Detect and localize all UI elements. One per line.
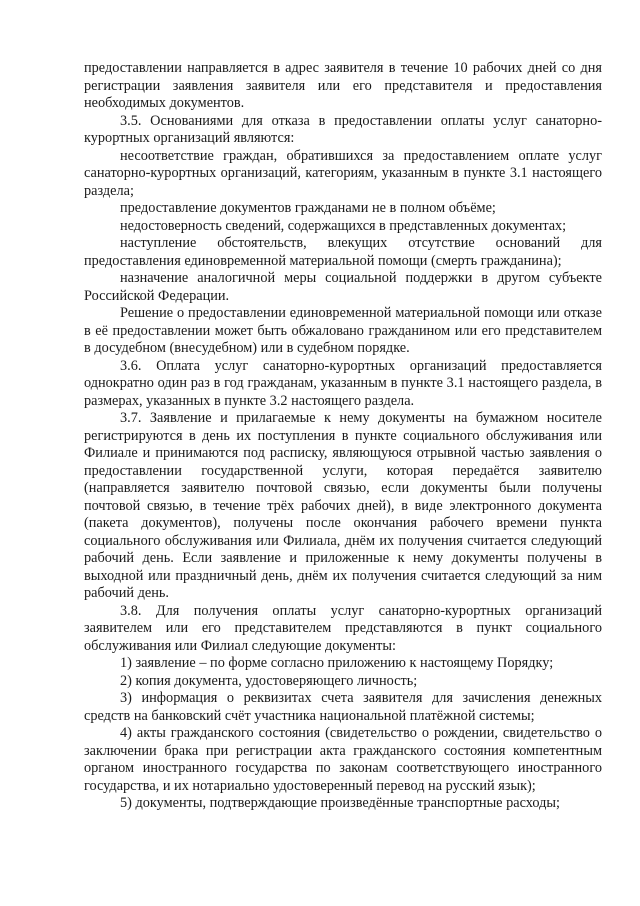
paragraph-refusal-ground-4: наступление обстоятельств, влекущих отсутствие оснований для предоставления единовременной материальной помощи (смерть гражданина); <box>84 235 602 269</box>
paragraph-continuation: предоставлении направляется в адрес заявителя в течение 10 рабочих дней со дня регистрации заявления заявителя или его представителя и предоставления необходимых документов. <box>84 60 602 111</box>
paragraph-3-8: 3.8. Для получения оплаты услуг санаторно-курортных организаций заявителем или его представителем представляются в пункт социального обслуживания или Филиал следующие документы: <box>84 602 602 654</box>
paragraph-refusal-ground-1: несоответствие граждан, обратившихся за предоставлением оплате услуг санаторно-курортных организаций, категориям, указанным в пункте 3.1 настоящего раздела; <box>84 147 602 199</box>
paragraph-refusal-ground-5: назначение аналогичной меры социальной поддержки в другом субъекте Российской Федерации. <box>84 270 602 304</box>
document-page <box>84 60 602 813</box>
paragraph-refusal-ground-3: недостоверность сведений, содержащихся в представленных документах; <box>120 217 567 234</box>
paragraph-refusal-ground-2: предоставление документов гражданами не в полном объёме; <box>120 200 496 216</box>
list-item-1: 1) заявление – по форме согласно приложению к настоящему Порядку; <box>120 655 554 671</box>
list-item-5: 5) документы, подтверждающие произведённые транспортные расходы; <box>120 795 560 811</box>
list-item-4: 4) акты гражданского состояния (свидетельство о рождении, свидетельство о заключении брака при регистрации акта гражданского состояния компетентным органом иностранного государства по законам соответствующего иностранного государства, и их нотариально удостоверенный перевод на русский язык); <box>84 725 602 794</box>
paragraph-3-5-heading: 3.5. Основаниями для отказа в предоставлении оплаты услуг санаторно-курортных организаций являются: <box>84 112 602 146</box>
list-item-2: 2) копия документа, удостоверяющего личность; <box>120 672 418 689</box>
list-item-3: 3) информация о реквизитах счета заявителя для зачисления денежных средств на банковский счёт участника национальной платёжной системы; <box>84 690 602 724</box>
paragraph-3-6: 3.6. Оплата услуг санаторно-курортных организаций предоставляется однократно один раз в год гражданам, указанным в пункте 3.1 настоящего раздела, в размерах, указанных в пункте 3.2 настоящего раздела. <box>84 357 602 409</box>
paragraph-appeal: Решение о предоставлении единовременной материальной помощи или отказе в её предоставлении может быть обжаловано гражданином или его представителем в досудебном (внесудебном) или в судебном порядке. <box>84 305 602 356</box>
paragraph-3-7: 3.7. Заявление и прилагаемые к нему документы на бумажном носителе регистрируются в день их поступления в пункте социального обслуживания или Филиале и принимаются под расписку, являющуюся отрывной частью заявления о предоставлении государственной услуги, которая передаётся заявителю (направляется заявителю почтовой связью, если документы были получены почтовой связью, в течение трёх рабочих дней), в виде электронного документа (пакета документов), получены после окончания рабочего времени пункта социального обслуживания или Филиала, днём их получения считается следующий рабочий день. Если заявление и приложенные к нему документы получены в выходной или праздничный день, днём их получения считается следующий за ним рабочий день. <box>84 410 602 601</box>
